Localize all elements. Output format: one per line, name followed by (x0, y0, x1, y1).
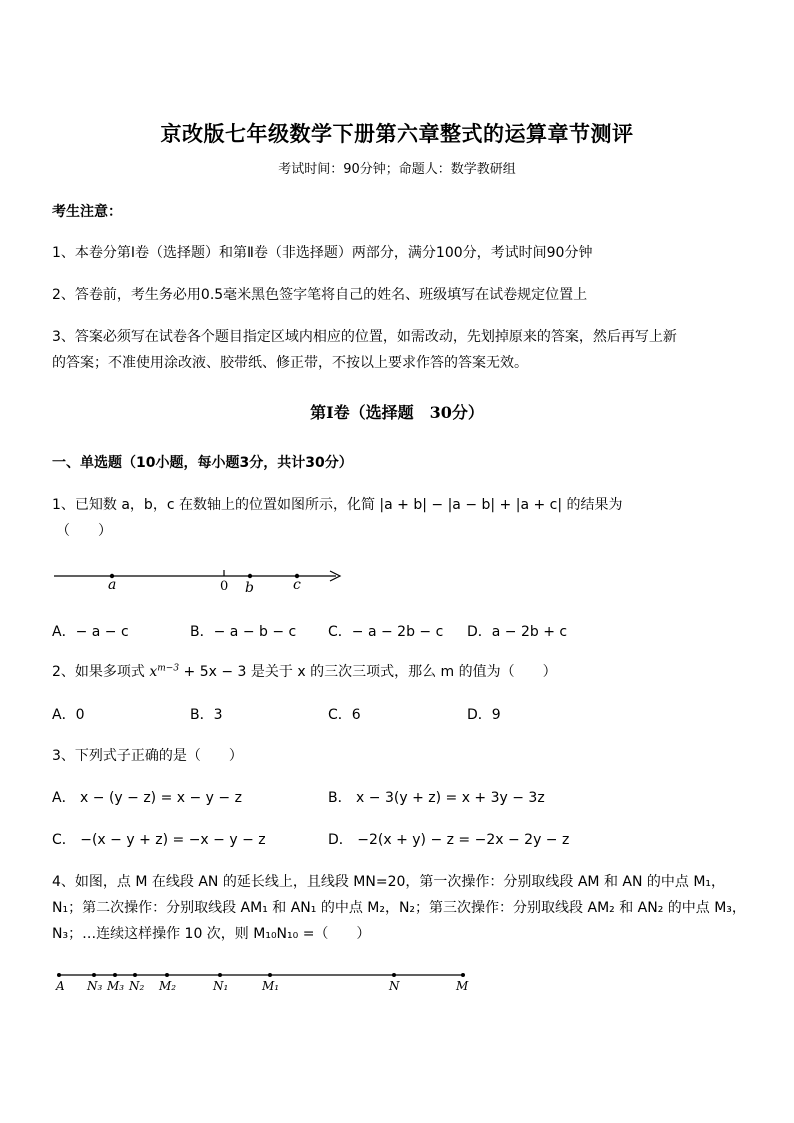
point-M (461, 973, 465, 977)
page-title: 京改版七年级数学下册第六章整式的运算章节测评 (160, 121, 634, 146)
q4-stem-line-3: N₃；…连续这样操作 10 次，则 M₁₀N₁₀ =（ ） (52, 926, 371, 942)
q3-option-b[interactable]: B． x − 3(y + z) = x + 3y − 3z (328, 790, 545, 806)
point-M1 (268, 973, 272, 977)
q2-stem-suffix: + 5x − 3 是关于 x 的三次三项式，那么 m 的值为（ ） (179, 664, 557, 680)
label-N3: N₃ (87, 979, 103, 993)
q1-stem: 1、已知数 a，b，c 在数轴上的位置如图所示，化简 |a + b| − |a − b| + |a + c| 的结果为 (52, 497, 623, 513)
point-M2 (165, 973, 169, 977)
q2-stem-prefix: 2、如果多项式 (52, 664, 150, 680)
q2-option-c[interactable]: C．6 (328, 707, 361, 723)
q3-stem: 3、下列式子正确的是（ ） (52, 748, 243, 764)
point-N2 (133, 973, 137, 977)
notice-item-2: 2、答卷前，考生务必用0.5毫米黑色签字笔将自己的姓名、班级填写在试卷规定位置上 (52, 287, 588, 303)
q2-stem-base: x (149, 664, 158, 680)
q3-option-c[interactable]: C． −(x − y + z) = −x − y − z (52, 832, 266, 848)
notice-item-3: 3、答案必须写在试卷各个题目指定区域内相应的位置，如需改动，先划掉原来的答案，然后再写上新 (52, 329, 677, 345)
label-M3: M₃ (107, 979, 125, 993)
label-N1: N₁ (213, 979, 229, 993)
q4-segment-diagram (50, 962, 480, 1002)
axis-label-c: c (293, 577, 301, 593)
q4-stem-line-2: N₁；第二次操作：分别取线段 AM₁ 和 AN₁ 的中点 M₂，N₂；第三次操作：分别取线段 AM₂ 和 AN₂ 的中点 M₃， (52, 900, 746, 916)
notice-item-3-cont: 的答案；不准使用涂改液、胶带纸、修正带，不按以上要求作答的答案无效。 (52, 355, 528, 371)
section-title: 第Ⅰ卷（选择题 30分） (310, 403, 484, 422)
point-A (57, 973, 61, 977)
q1-option-a[interactable]: A．− a − c (52, 624, 129, 640)
axis-label-0: 0 (220, 579, 229, 594)
q2-option-d[interactable]: D．9 (467, 707, 501, 723)
label-N: N (389, 979, 400, 993)
point-b (248, 574, 252, 578)
label-A: A (56, 979, 65, 993)
label-M1: M₁ (262, 979, 280, 993)
point-N1 (218, 973, 222, 977)
q1-stem-cont: （ ） (56, 523, 112, 539)
q2-stem-exponent: m−3 (157, 663, 180, 674)
q1-option-d[interactable]: D．a − 2b + c (467, 624, 568, 640)
q1-option-b[interactable]: B．− a − b − c (190, 624, 297, 640)
axis-label-a: a (108, 577, 117, 593)
axis-label-b: b (245, 580, 254, 596)
q3-option-d[interactable]: D． −2(x + y) − z = −2x − 2y − z (328, 832, 570, 848)
point-N3 (92, 973, 96, 977)
label-M: M (456, 979, 469, 993)
q2-option-b[interactable]: B．3 (190, 707, 223, 723)
label-N2: N₂ (129, 979, 145, 993)
q3-option-a[interactable]: A． x − (y − z) = x − y − z (52, 790, 242, 806)
q2-stem (52, 661, 557, 681)
notice-item-1: 1、本卷分第Ⅰ卷（选择题）和第Ⅱ卷（非选择题）两部分，满分100分，考试时间90分钟 (52, 245, 593, 261)
part-heading: 一、单选题（10小题，每小题3分，共计30分） (52, 455, 353, 471)
exam-subtitle: 考试时间：90分钟；命题人：数学教研组 (278, 162, 516, 177)
q1-number-line (50, 560, 350, 600)
q2-option-a[interactable]: A．0 (52, 707, 85, 723)
point-N (392, 973, 396, 977)
notice-heading: 考生注意： (52, 204, 122, 220)
point-M3 (113, 973, 117, 977)
label-M2: M₂ (159, 979, 177, 993)
q1-option-c[interactable]: C．− a − 2b − c (328, 624, 444, 640)
q4-stem-line-1: 4、如图，点 M 在线段 AN 的延长线上，且线段 MN=20，第一次操作：分别取线段 AM 和 AN 的中点 M₁， (52, 874, 726, 890)
